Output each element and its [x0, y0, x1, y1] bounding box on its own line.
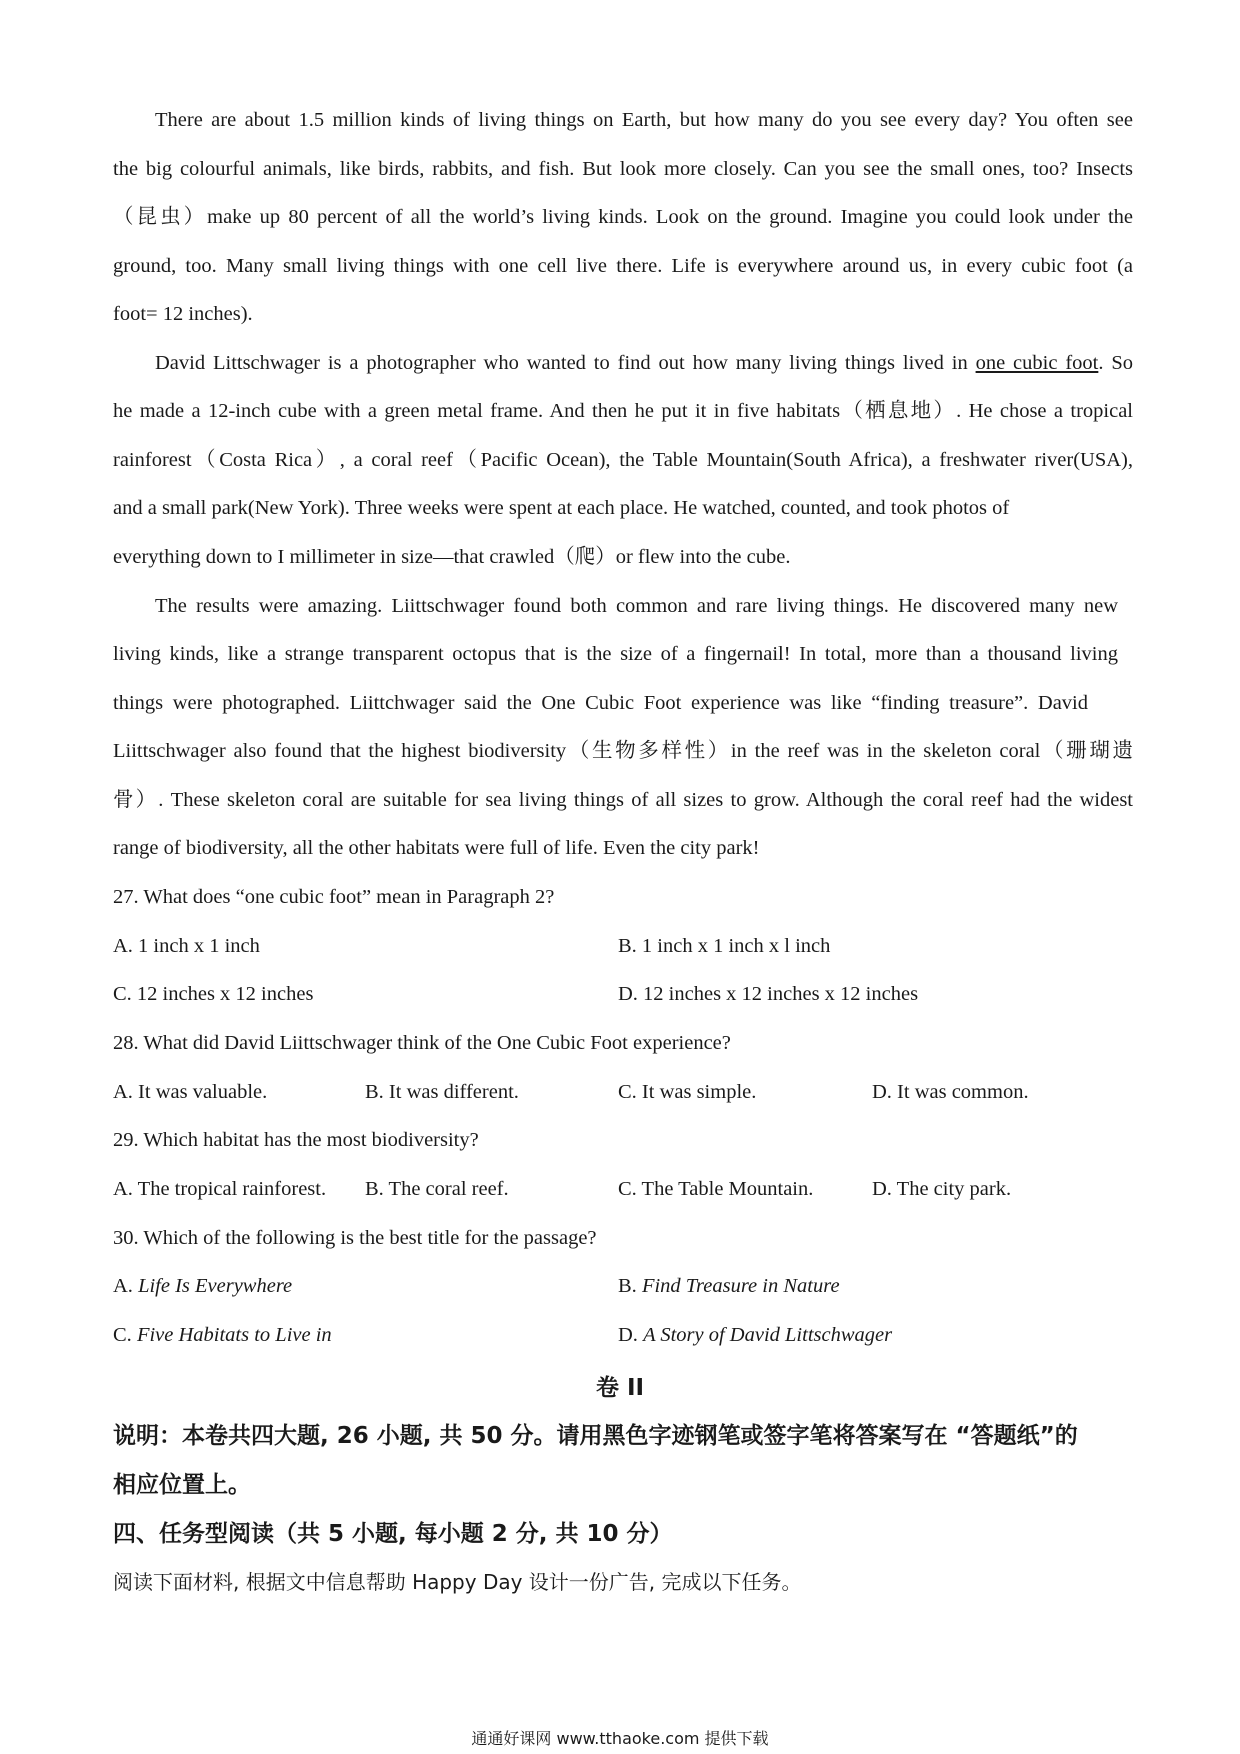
question-27-option-b: B. 1 inch x 1 inch x l inch — [618, 935, 831, 957]
part-4-instruction: 阅读下面材料, 根据文中信息帮助 Happy Day 设计一份广告, 完成以下任务。 — [113, 1570, 802, 1594]
paragraph-3-line-1: The results were amazing. Liittschwager found both common and rare living things. He discovered many new — [155, 595, 1118, 617]
section-2-note-line-2: 相应位置上。 — [113, 1472, 251, 1498]
question-27-option-d: D. 12 inches x 12 inches x 12 inches — [618, 983, 919, 1005]
question-28-option-a: A. It was valuable. — [113, 1081, 268, 1103]
question-30-stem: 30. Which of the following is the best title for the passage? — [113, 1227, 597, 1249]
paragraph-3-line-6: range of biodiversity, all the other habitats were full of life. Even the city park! — [113, 837, 760, 859]
question-29-option-c: C. The Table Mountain. — [618, 1178, 814, 1200]
question-30-option-d — [618, 1323, 892, 1347]
paragraph-1-line-3: （昆虫）make up 80 percent of all the world’s living kinds. Look on the ground. Imagine you could look under the — [113, 206, 1133, 228]
question-28-option-d: D. It was common. — [872, 1081, 1029, 1103]
option-letter: A. — [113, 1275, 139, 1297]
question-28-stem: 28. What did David Liittschwager think of the One Cubic Foot experience? — [113, 1032, 731, 1054]
question-29-option-d: D. The city park. — [872, 1178, 1012, 1200]
paragraph-1-line-1: There are about 1.5 million kinds of living things on Earth, but how many do you see every day? You often see — [155, 109, 1133, 131]
option-letter: D. — [618, 1324, 644, 1346]
question-27-option-c: C. 12 inches x 12 inches — [113, 983, 314, 1005]
question-30-option-a — [113, 1274, 292, 1298]
paragraph-1-line-4: ground, too. Many small living things with one cell live there. Life is everywhere around us, in every cubic foot (a — [113, 255, 1133, 277]
underlined-phrase: one cubic foot — [975, 352, 1099, 374]
option-title: Five Habitats to Live in — [136, 1324, 332, 1346]
question-27-stem: 27. What does “one cubic foot” mean in Paragraph 2? — [113, 886, 555, 908]
paragraph-2-text-b: . So — [1098, 352, 1133, 374]
question-29-option-a: A. The tropical rainforest. — [113, 1178, 327, 1200]
option-title: Find Treasure in Nature — [641, 1275, 840, 1297]
section-2-heading: 卷 II — [595, 1375, 645, 1401]
option-letter: B. — [618, 1275, 642, 1297]
paragraph-1-line-5: foot= 12 inches). — [113, 303, 253, 325]
option-letter: C. — [113, 1324, 137, 1346]
paragraph-3-line-3: things were photographed. Liittchwager said the One Cubic Foot experience was like “finding treasure”. David — [113, 692, 1088, 714]
paragraph-2-text-a: David Littschwager is a photographer who wanted to find out how many living things lived in — [155, 352, 976, 374]
option-title: A Story of David Littschwager — [643, 1324, 893, 1346]
question-30-option-c — [113, 1323, 332, 1347]
question-29-option-b: B. The coral reef. — [365, 1178, 509, 1200]
paragraph-2-line-2: he made a 12-inch cube with a green metal frame. And then he put it in five habitats（栖息地）. He chose a tropical — [113, 400, 1133, 422]
page-footer: 通通好课网 www.tthaoke.com 提供下载 — [471, 1729, 769, 1748]
question-27-option-a: A. 1 inch x 1 inch — [113, 935, 260, 957]
section-2-note-line-1: 说明：本卷共四大题, 26 小题, 共 50 分。请用黑色字迹钢笔或签字笔将答案写在 “答题纸”的 — [113, 1423, 1078, 1449]
paragraph-3-line-5: 骨）. These skeleton coral are suitable for sea living things of all sizes to grow. Although the coral reef had the widest — [113, 789, 1133, 811]
paragraph-3-line-2: living kinds, like a strange transparent octopus that is the size of a fingernail! In total, more than a thousand living — [113, 643, 1118, 665]
question-29-stem: 29. Which habitat has the most biodiversity? — [113, 1129, 479, 1151]
paragraph-3-line-4: Liittschwager also found that the highest biodiversity（生物多样性）in the reef was in the skeleton coral（珊瑚遗 — [113, 740, 1133, 762]
option-title: Life Is Everywhere — [138, 1275, 293, 1297]
question-28-option-c: C. It was simple. — [618, 1081, 757, 1103]
question-30-option-b — [618, 1274, 840, 1298]
paragraph-2-line-4: and a small park(New York). Three weeks were spent at each place. He watched, counted, and took photos of — [113, 497, 1010, 519]
paragraph-2-line-3: rainforest（Costa Rica）, a coral reef（Pacific Ocean), the Table Mountain(South Africa), a freshwater river(USA), — [113, 449, 1133, 471]
question-28-option-b: B. It was different. — [365, 1081, 519, 1103]
paragraph-1-line-2: the big colourful animals, like birds, rabbits, and fish. But look more closely. Can you see the small ones, too? Insects — [113, 158, 1133, 180]
paragraph-2-line-1 — [155, 351, 1133, 375]
paragraph-2-line-5: everything down to I millimeter in size—that crawled（爬）or flew into the cube. — [113, 546, 791, 568]
part-4-title: 四、任务型阅读（共 5 小题, 每小题 2 分, 共 10 分） — [113, 1521, 673, 1547]
